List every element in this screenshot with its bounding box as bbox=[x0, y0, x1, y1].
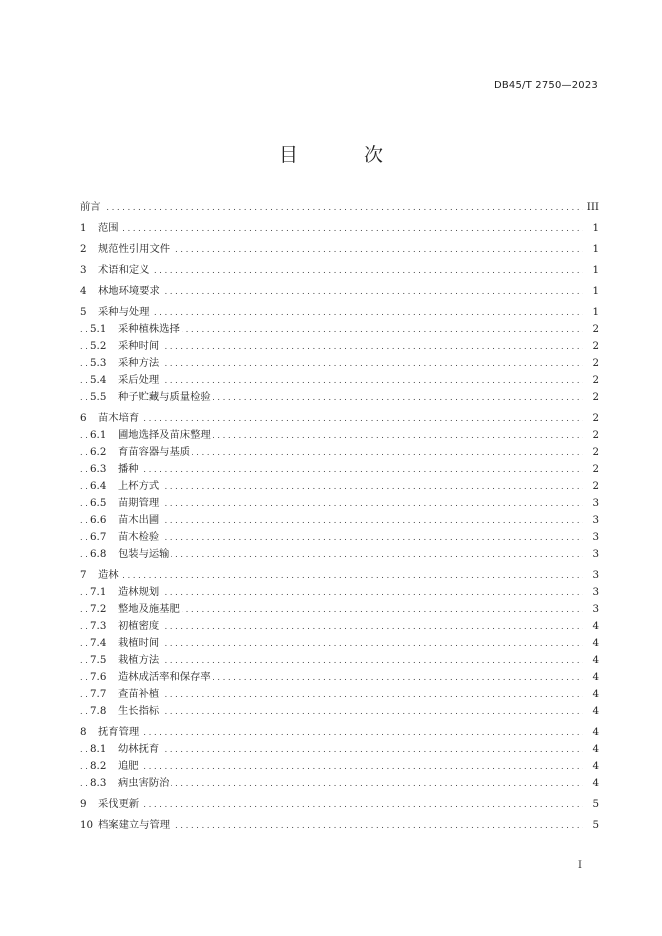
toc-label: 采种时间 bbox=[118, 340, 160, 352]
toc-subentry[interactable] bbox=[80, 741, 599, 758]
toc-page-number: 3 bbox=[583, 495, 599, 512]
toc-entry[interactable] bbox=[80, 410, 599, 427]
toc-label: 病虫害防治 bbox=[118, 777, 170, 789]
toc-number: 8.3 bbox=[90, 777, 107, 789]
toc-page-number: 4 bbox=[583, 741, 599, 758]
toc-number: 5 bbox=[80, 306, 87, 318]
toc-subentry[interactable] bbox=[80, 601, 599, 618]
toc-number: 2 bbox=[80, 243, 87, 255]
toc-entry[interactable] bbox=[80, 567, 599, 584]
toc-subentry[interactable] bbox=[80, 758, 599, 775]
toc-number: 5.3 bbox=[90, 357, 107, 369]
toc-page-number: 1 bbox=[583, 262, 599, 279]
toc-subentry[interactable] bbox=[80, 703, 599, 720]
toc-entry[interactable] bbox=[80, 262, 599, 279]
toc-label: 造林 bbox=[98, 569, 119, 581]
toc-label: 播种 bbox=[118, 463, 139, 475]
toc-label: 造林规划 bbox=[118, 586, 160, 598]
toc-label: 林地环境要求 bbox=[98, 285, 160, 297]
toc-label: 整地及施基肥 bbox=[118, 603, 180, 615]
toc-subentry[interactable] bbox=[80, 512, 599, 529]
toc-subentry[interactable] bbox=[80, 529, 599, 546]
toc-page-number: 3 bbox=[583, 567, 599, 584]
document-id: DB45/T 2750—2023 bbox=[493, 80, 598, 91]
toc-label: 种子贮藏与质量检验 bbox=[118, 391, 211, 403]
toc-number: 7.7 bbox=[90, 688, 107, 700]
toc-subentry[interactable] bbox=[80, 495, 599, 512]
toc-subentry[interactable] bbox=[80, 338, 599, 355]
toc-number: 6.7 bbox=[90, 531, 107, 543]
toc-label: 查苗补植 bbox=[118, 688, 160, 700]
toc-entry[interactable] bbox=[80, 199, 599, 216]
toc-entry[interactable] bbox=[80, 817, 599, 834]
toc-number: 5.5 bbox=[90, 391, 107, 403]
toc-number: 1 bbox=[80, 222, 87, 234]
toc-label: 圃地选择及苗床整理 bbox=[118, 429, 211, 441]
toc-page-number: III bbox=[583, 199, 599, 216]
toc-subentry[interactable] bbox=[80, 775, 599, 792]
toc-page-number: 3 bbox=[583, 584, 599, 601]
toc-entry[interactable] bbox=[80, 304, 599, 321]
toc-subentry[interactable] bbox=[80, 635, 599, 652]
toc-label: 采种方法 bbox=[118, 357, 160, 369]
toc-page-number: 2 bbox=[583, 372, 599, 389]
toc-number: 6.6 bbox=[90, 514, 107, 526]
toc-label: 范围 bbox=[98, 222, 119, 234]
toc-page-number: 3 bbox=[583, 512, 599, 529]
toc-number: 3 bbox=[80, 264, 87, 276]
toc-subentry[interactable] bbox=[80, 478, 599, 495]
toc-page-number: 1 bbox=[583, 220, 599, 237]
table-of-contents bbox=[80, 199, 599, 834]
toc-label: 档案建立与管理 bbox=[98, 819, 171, 831]
toc-number: 8.1 bbox=[90, 743, 107, 755]
toc-page-number: 4 bbox=[583, 669, 599, 686]
toc-entry[interactable] bbox=[80, 796, 599, 813]
toc-page-number: 3 bbox=[583, 601, 599, 618]
toc-page-number: 2 bbox=[583, 444, 599, 461]
toc-entry[interactable] bbox=[80, 283, 599, 300]
page-title: 目 次 bbox=[278, 144, 414, 166]
toc-subentry[interactable] bbox=[80, 427, 599, 444]
toc-number: 9 bbox=[80, 798, 87, 810]
toc-label: 包装与运输 bbox=[118, 548, 170, 560]
toc-number: 4 bbox=[80, 285, 87, 297]
toc-label: 规范性引用文件 bbox=[98, 243, 171, 255]
toc-label: 育苗容器与基质 bbox=[118, 446, 191, 458]
toc-label: 前言 bbox=[80, 201, 101, 213]
toc-label: 苗木培育 bbox=[98, 412, 140, 424]
toc-subentry[interactable] bbox=[80, 444, 599, 461]
toc-page-number: 4 bbox=[583, 758, 599, 775]
toc-label: 生长指标 bbox=[118, 705, 160, 717]
toc-number: 7.2 bbox=[90, 603, 107, 615]
toc-subentry[interactable] bbox=[80, 618, 599, 635]
toc-page-number: 2 bbox=[583, 389, 599, 406]
toc-page-number: 5 bbox=[583, 796, 599, 813]
toc-number: 5.4 bbox=[90, 374, 107, 386]
toc-page-number: 1 bbox=[583, 304, 599, 321]
toc-page-number: 2 bbox=[583, 321, 599, 338]
toc-number: 7.1 bbox=[90, 586, 107, 598]
toc-label: 造林成活率和保存率 bbox=[118, 671, 211, 683]
toc-number: 7.3 bbox=[90, 620, 107, 632]
toc-subentry[interactable] bbox=[80, 321, 599, 338]
toc-subentry[interactable] bbox=[80, 355, 599, 372]
toc-page-number: 2 bbox=[583, 355, 599, 372]
toc-subentry[interactable] bbox=[80, 546, 599, 563]
toc-subentry[interactable] bbox=[80, 686, 599, 703]
toc-label: 初植密度 bbox=[118, 620, 160, 632]
toc-page-number: 1 bbox=[583, 241, 599, 258]
toc-label: 栽植方法 bbox=[118, 654, 160, 666]
toc-page-number: 4 bbox=[583, 652, 599, 669]
toc-number: 8.2 bbox=[90, 760, 107, 772]
toc-number: 7.5 bbox=[90, 654, 107, 666]
toc-label: 幼林抚育 bbox=[118, 743, 160, 755]
toc-page-number: 3 bbox=[583, 529, 599, 546]
toc-page-number: 2 bbox=[583, 427, 599, 444]
toc-label: 采种植株选择 bbox=[118, 323, 180, 335]
toc-number: 7.6 bbox=[90, 671, 107, 683]
toc-label: 苗期管理 bbox=[118, 497, 160, 509]
toc-number: 7 bbox=[80, 569, 87, 581]
toc-number: 6.4 bbox=[90, 480, 107, 492]
toc-label: 采种与处理 bbox=[98, 306, 150, 318]
toc-number: 8 bbox=[80, 726, 87, 738]
toc-subentry[interactable] bbox=[80, 669, 599, 686]
toc-page-number: 1 bbox=[583, 283, 599, 300]
toc-entry[interactable] bbox=[80, 220, 599, 237]
toc-number: 6.1 bbox=[90, 429, 107, 441]
toc-label: 上杯方式 bbox=[118, 480, 160, 492]
toc-subentry[interactable] bbox=[80, 461, 599, 478]
toc-page-number: 2 bbox=[583, 461, 599, 478]
toc-page-number: 4 bbox=[583, 775, 599, 792]
toc-number: 10 bbox=[80, 819, 94, 831]
toc-entry[interactable] bbox=[80, 724, 599, 741]
toc-subentry[interactable] bbox=[80, 584, 599, 601]
toc-number: 5.1 bbox=[90, 323, 107, 335]
toc-number: 6.2 bbox=[90, 446, 107, 458]
toc-page-number: 4 bbox=[583, 635, 599, 652]
toc-page-number: 4 bbox=[583, 703, 599, 720]
toc-label: 追肥 bbox=[118, 760, 139, 772]
toc-subentry[interactable] bbox=[80, 372, 599, 389]
toc-label: 抚育管理 bbox=[98, 726, 140, 738]
toc-label: 采后处理 bbox=[118, 374, 160, 386]
toc-number: 6.3 bbox=[90, 463, 107, 475]
toc-number: 6.8 bbox=[90, 548, 107, 560]
toc-number: 5.2 bbox=[90, 340, 107, 352]
toc-label: 术语和定义 bbox=[98, 264, 150, 276]
toc-page-number: 5 bbox=[583, 817, 599, 834]
toc-number: 7.4 bbox=[90, 637, 107, 649]
page-number: I bbox=[578, 860, 582, 871]
toc-page-number: 2 bbox=[583, 410, 599, 427]
toc-number: 6 bbox=[80, 412, 87, 424]
toc-page-number: 4 bbox=[583, 724, 599, 741]
toc-number: 6.5 bbox=[90, 497, 107, 509]
toc-page-number: 4 bbox=[583, 618, 599, 635]
toc-label: 苗木出圃 bbox=[118, 514, 160, 526]
toc-label: 栽植时间 bbox=[118, 637, 160, 649]
toc-entry[interactable] bbox=[80, 241, 599, 258]
toc-page-number: 4 bbox=[583, 686, 599, 703]
toc-page-number: 3 bbox=[583, 546, 599, 563]
toc-subentry[interactable] bbox=[80, 652, 599, 669]
toc-page-number: 2 bbox=[583, 338, 599, 355]
toc-page-number: 2 bbox=[583, 478, 599, 495]
toc-label: 苗木检验 bbox=[118, 531, 160, 543]
toc-subentry[interactable] bbox=[80, 389, 599, 406]
toc-number: 7.8 bbox=[90, 705, 107, 717]
toc-label: 采伐更新 bbox=[98, 798, 140, 810]
